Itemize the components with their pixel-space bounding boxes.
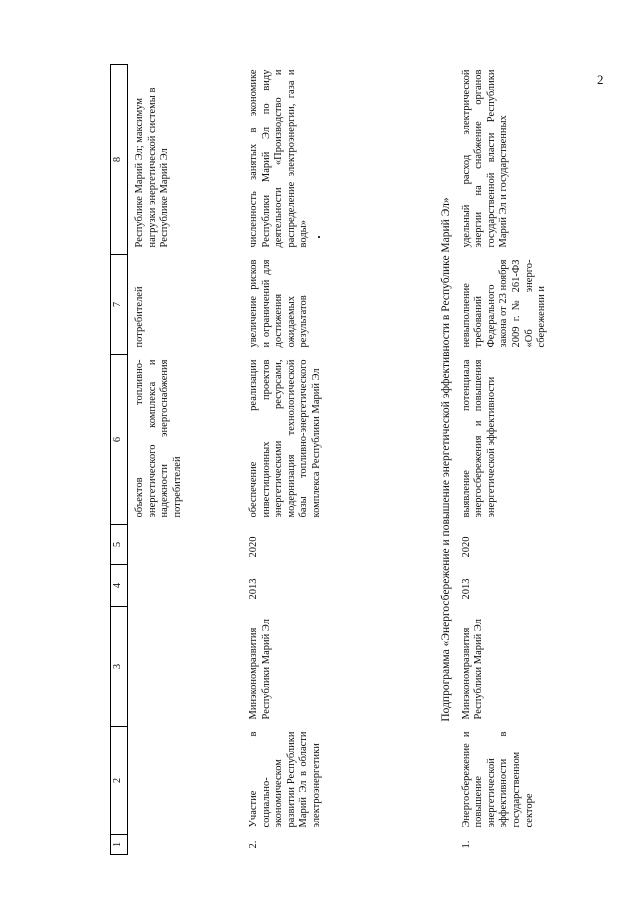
col-number-3: 3 xyxy=(111,607,128,727)
cell-result: объектов топливно-энергетического комплекса и надежности энергоснабжения потребителей xyxy=(134,359,183,518)
cell-activity-name: Участие в социально-экономическом развитии Республики Марий Эл в области электроэнергетики xyxy=(248,731,322,828)
column-number-row xyxy=(111,65,128,855)
col-number-8: 8 xyxy=(111,65,128,255)
cell-indicator: Республике Марий Эл; максимум нагрузки энергетической системы в Республике Марий Эл xyxy=(134,87,171,248)
col-number-7: 7 xyxy=(111,255,128,355)
cell-consequence: потребителей xyxy=(134,286,145,348)
subprogram-title: Подпрограмма «Энергосбережение и повышение энергетической эффективности в Республике Марий Эл» xyxy=(440,197,452,722)
rotated-table-area xyxy=(110,65,630,855)
subprogram-row xyxy=(434,65,461,855)
cell-result: выявление потенциала энергосбережения и повышения энергетической эффективности xyxy=(460,359,497,518)
row-number: 1. xyxy=(460,840,472,849)
col-number-2: 2 xyxy=(111,727,128,835)
col-number-4: 4 xyxy=(111,565,128,607)
col-number-6: 6 xyxy=(111,355,128,525)
cell-indicator: удельный расход электрической энергии на снабжение органов государственной власти Республики Марий Эл и государственных xyxy=(460,69,510,248)
cell-start-year: 2013 xyxy=(460,578,472,600)
cell-result: обеспечение реализации инвестиционных проектов энергетическими ресурсами, модернизация технологической базы топливно-энергетического комплекса Республики Марий Эл xyxy=(248,359,322,518)
cell-end-year: 2020 xyxy=(460,536,472,558)
cell-consequence: невыполнение требований Федерального закона от 23 ноября 2009 г. № 261-ФЗ «Об энерго-сбережении и xyxy=(460,259,548,348)
col-number-1: 1 xyxy=(111,835,128,855)
cell-end-year: 2020 xyxy=(248,536,259,558)
cell-consequence: увеличение рисков и ограничений для достижения ожидаемых результатов xyxy=(248,259,310,348)
cell-activity-name: Энергосбережение и повышение энергетической эффективности в государственном секторе xyxy=(460,731,535,828)
cell-executor: Минэкономразвития Республики Марий Эл xyxy=(248,619,272,720)
row-number: 2. xyxy=(248,840,259,849)
cell-indicator: численность занятых в экономике Республики Марий Эл по виду деятельности «Производство и распределение электроэнергии, газа и воды» xyxy=(248,69,310,248)
table-row xyxy=(461,65,549,855)
table-row-continued xyxy=(128,65,241,855)
page-number: 2 xyxy=(597,72,604,87)
cell-start-year: 2013 xyxy=(248,578,259,600)
table-row xyxy=(240,65,434,855)
activity-table xyxy=(110,64,549,855)
cell-executor: Минэкономразвития Республики Марий Эл xyxy=(460,619,485,720)
col-number-5: 5 xyxy=(111,525,128,565)
